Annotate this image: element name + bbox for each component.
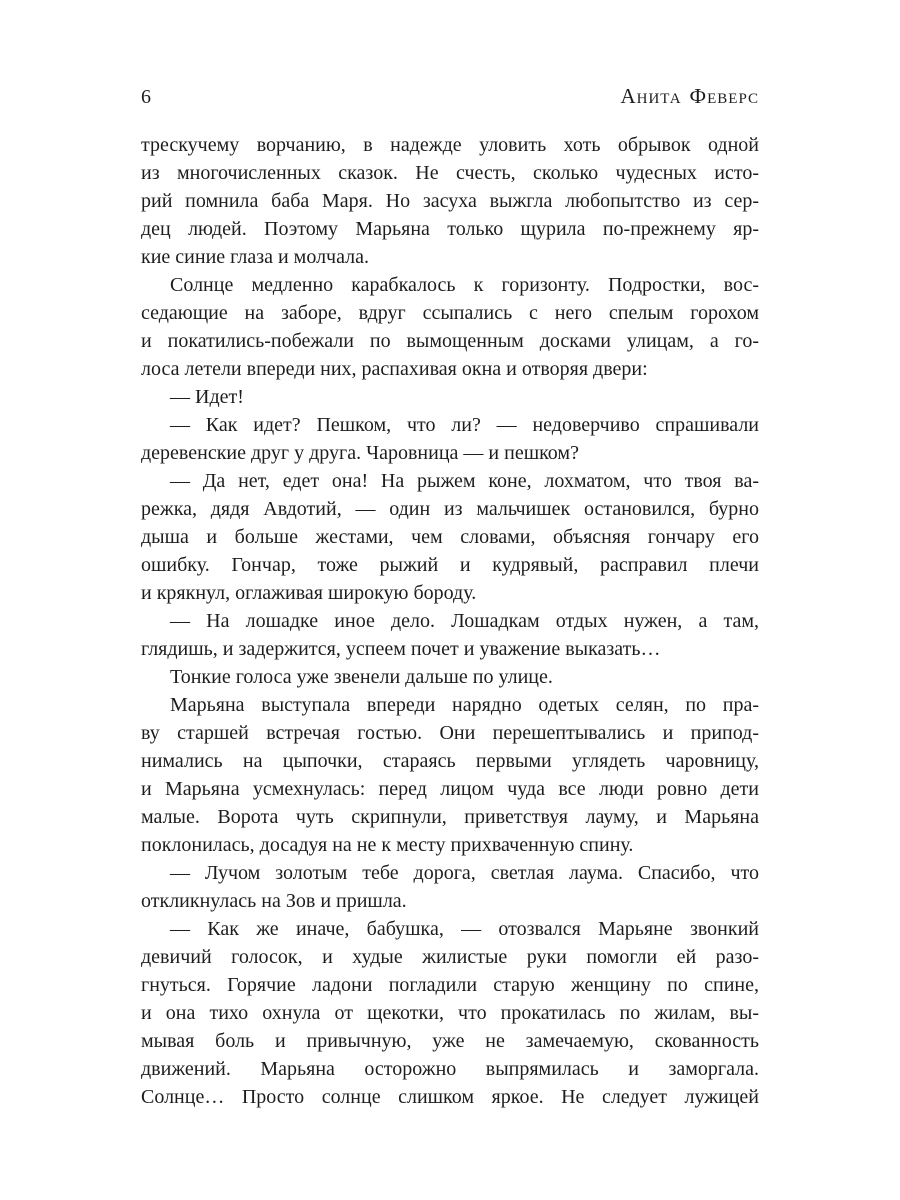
paragraph (141, 691, 759, 859)
text-line: — Лучом золотым тебе дорога, светлая лаума. Спасибо, что (170, 862, 759, 884)
text-line: лоса летели впереди них, распахивая окна и отворяя двери: (141, 358, 648, 380)
text-line: ву старшей встречая гостью. Они перешептывались и припод- (141, 722, 759, 744)
text-line: движений. Марьяна осторожно выпрямилась и заморгала. (141, 1058, 759, 1080)
text-line: Солнце… Просто солнце слишком яркое. Не следует лужицей (141, 1086, 759, 1108)
text-line: и Марьяна усмехнулась: перед лицом чуда все люди ровно дети (141, 778, 759, 800)
text-line: нимались на цыпочки, стараясь первыми углядеть чаровницу, (141, 750, 759, 772)
paragraph (141, 383, 759, 411)
text-line: и крякнул, оглаживая широкую бороду. (141, 582, 477, 604)
paragraph (141, 131, 759, 271)
running-header-author (620, 84, 759, 111)
text-line: трескучему ворчанию, в надежде уловить хоть обрывок одной (141, 134, 759, 156)
text-line: малые. Ворота чуть скрипнули, приветствуя лауму, и Марьяна (141, 806, 759, 828)
paragraph (141, 271, 759, 383)
author-word: А НИТА (620, 84, 682, 108)
paragraph (141, 859, 759, 915)
text-line: из многочисленных сказок. Не счесть, сколько чудесных исто- (141, 162, 759, 184)
paragraph (141, 467, 759, 607)
text-line: режка, дядя Авдотий, — один из мальчишек остановился, бурно (141, 498, 759, 520)
paragraph (141, 915, 759, 1111)
author-word: Ф ЕВЕРС (689, 84, 759, 108)
text-line: — Как идет? Пешком, что ли? — недоверчиво спрашивали (170, 414, 759, 436)
text-line: дыша и больше жестами, чем словами, объясняя гончару его (141, 526, 759, 548)
text-line: поклонилась, досадуя на не к месту прихваченную спину. (141, 834, 634, 856)
text-line: девичий голосок, и худые жилистые руки помогли ей разо- (141, 946, 759, 968)
paragraph (141, 663, 759, 691)
page-number: 6 (141, 86, 151, 108)
text-line: седающие на заборе, вдруг ссыпались с него спелым горохом (141, 302, 759, 324)
text-line: кие синие глаза и молчала. (141, 246, 370, 268)
text-line: — Да нет, едет она! На рыжем коне, лохматом, что твоя ва- (170, 470, 759, 492)
text-line: Тонкие голоса уже звенели дальше по улице. (170, 666, 553, 688)
text-line: — Идет! (170, 386, 244, 408)
text-line: гнуться. Горячие ладони погладили старую женщину по спине, (141, 974, 759, 996)
text-line: Марьяна выступала впереди нарядно одетых селян, по пра- (170, 694, 759, 716)
running-header (141, 84, 759, 108)
text-line: мывая боль и привычную, уже не замечаемую, скованность (141, 1030, 759, 1052)
text-line: — На лошадке иное дело. Лошадкам отдых нужен, а там, (170, 610, 759, 632)
page-body-text (141, 131, 759, 1111)
text-line: дец людей. Поэтому Марьяна только щурила по-прежнему яр- (141, 218, 759, 240)
text-line: деревенские друг у друга. Чаровница — и пешком? (141, 442, 579, 464)
text-line: — Как же иначе, бабушка, — отозвался Марьяне звонкий (170, 918, 759, 940)
text-line: и она тихо охнула от щекотки, что прокатилась по жилам, вы- (141, 1002, 759, 1024)
text-line: откликнулась на Зов и пришла. (141, 890, 407, 912)
text-line: ошибку. Гончар, тоже рыжий и кудрявый, расправил плечи (141, 554, 759, 576)
text-line: глядишь, и задержится, успеем почет и уважение выказать… (141, 638, 661, 660)
paragraph (141, 607, 759, 663)
text-line: и покатились-побежали по вымощенным досками улицам, а го- (141, 330, 759, 352)
paragraph (141, 411, 759, 467)
text-line: рий помнила баба Маря. Но засуха выжгла любопытство из сер- (141, 190, 759, 212)
text-line: Солнце медленно карабкалось к горизонту. Подростки, вос- (170, 274, 759, 296)
